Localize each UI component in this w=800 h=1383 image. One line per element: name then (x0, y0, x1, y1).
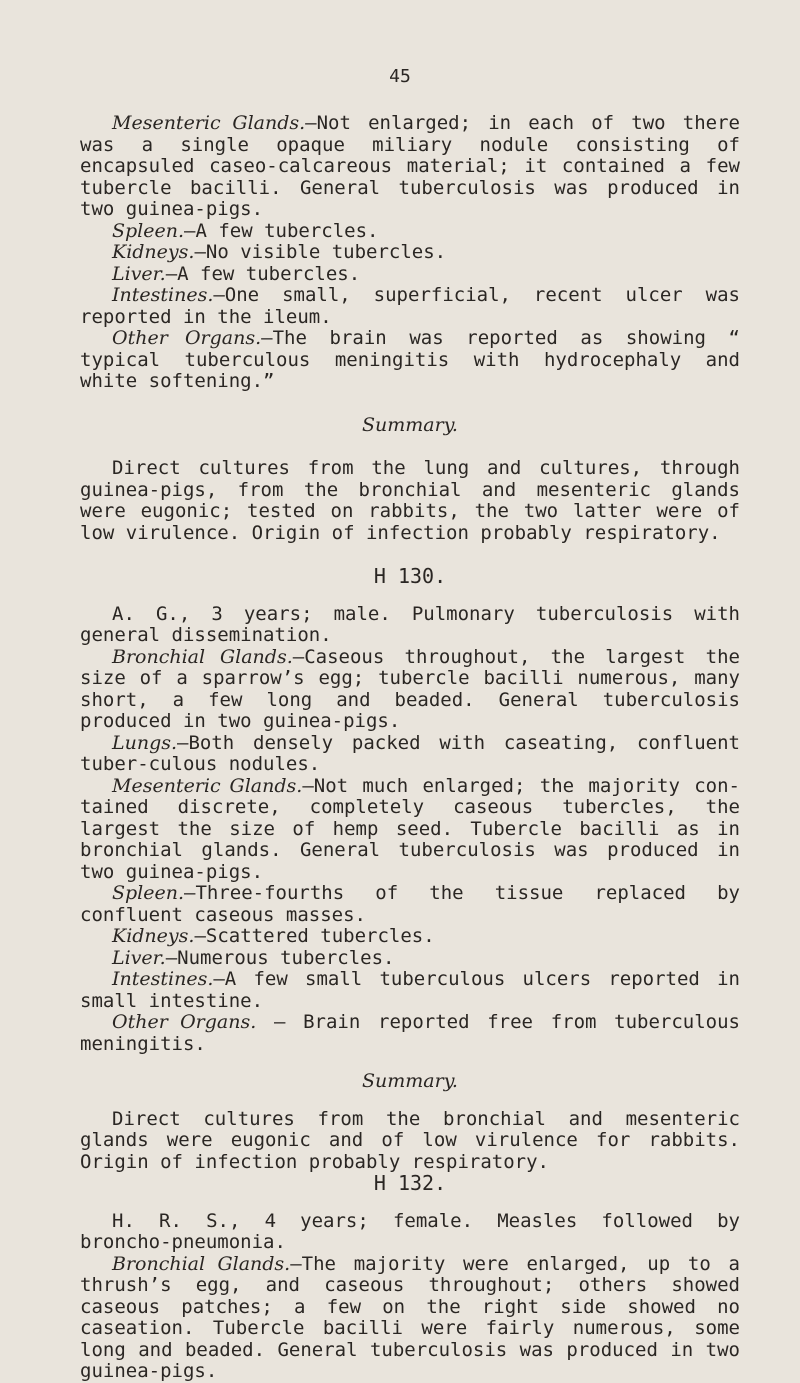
case-intro: A. G., 3 years; male. Pulmonary tuberculosis with general dissemination. (80, 602, 740, 646)
organ-heading: Kidneys. (112, 241, 195, 263)
organ-entry (80, 776, 740, 884)
case-title: H 130. (373, 564, 447, 588)
organ-heading: Mesenteric Glands. (112, 112, 306, 134)
organ-text: —Caseous throughout, the largest the size of a sparrow’s egg; tubercle bacilli numerous, many short, a few long and beaded. General tuberculosis produced in two guinea-pigs. (80, 645, 740, 732)
organ-entry (80, 285, 740, 328)
organ-heading: Bronchial Glands. (112, 1252, 291, 1275)
organ-entry (80, 883, 740, 926)
organ-heading: Spleen. (112, 882, 185, 904)
organ-text: —A few small tuberculous ulcers reported in small intestine. (80, 968, 740, 1012)
organ-entry (80, 113, 740, 221)
organ-entry (80, 647, 740, 733)
organ-heading: Intestines. (112, 968, 214, 990)
summary-heading: Summary. (362, 413, 458, 436)
organ-text: —Scattered tubercles. (194, 925, 435, 947)
summary-heading: Summary. (362, 1070, 458, 1092)
organ-heading: Intestines. (112, 284, 214, 306)
case-title: H 132. (373, 1171, 447, 1195)
summary-text: Direct cultures from the lung and cultures, through guinea-pigs, from the bronchial and mesenteric glands were eugonic; tested on rabbits, the two latter were of low virulence. Origin of infection probably respiratory. (80, 457, 740, 544)
organ-heading: Liver. (112, 262, 166, 285)
organ-text: —Three-fourths of the tissue replaced by confluent caseous masses. (80, 882, 740, 926)
organ-entry (80, 948, 740, 970)
case-intro: H. R. S., 4 years; female. Measles followed by broncho-pneumonia. (80, 1209, 740, 1253)
organ-entry (80, 1254, 740, 1383)
organ-heading: Lungs. (112, 731, 178, 754)
organ-text: —A few tubercles. (165, 262, 361, 285)
organ-text: —Both densely packed with caseating, confluent tuber-culous nodules. (80, 731, 740, 775)
organ-entry (80, 926, 740, 948)
organ-heading: Liver. (112, 946, 166, 969)
organ-text: —The majority were enlarged, up to a thrush’s egg, and caseous throughout; others showed caseous patches; a few on the right side showed no caseation. Tubercle bacilli were fairly numerous, some long and beaded. General tuberculosis was produced in two guinea-pigs. (80, 1252, 740, 1382)
organ-text: —No visible tubercles. (194, 241, 447, 263)
organ-text: —Numerous tubercles. (165, 946, 395, 969)
organ-text: — Brain reported free from tuberculous meningitis. (80, 1011, 740, 1055)
organ-heading: Kidneys. (112, 925, 195, 947)
organ-heading: Spleen. (112, 219, 185, 242)
organ-entry (80, 328, 740, 393)
organ-entry (80, 969, 740, 1012)
body-text (80, 113, 740, 1383)
organ-list-h128 (80, 113, 740, 393)
organ-entry (80, 1012, 740, 1055)
summary-text: Direct cultures from the bronchial and mesenteric glands were eugonic and of low virulence for rabbits. Origin of infection probably respiratory. (80, 1107, 740, 1173)
organ-text: —The brain was reported as showing “ typical tuberculous meningitis with hydrocephaly and white softening.” (80, 327, 740, 392)
organ-text: —One small, superficial, recent ulcer was reported in the ileum. (80, 284, 740, 328)
organ-entry (80, 221, 740, 243)
organ-entry (80, 264, 740, 286)
page-number: 45 (389, 66, 411, 87)
organ-entry (80, 733, 740, 776)
organ-text: —A few tubercles. (184, 219, 379, 242)
organ-heading: Other Organs. (112, 327, 262, 349)
organ-entry (80, 242, 740, 264)
organ-text: —Not enlarged; in each of two there was a single opaque miliary nodule consisting of encapsuled caseo-calcareous material; it contained a few tubercle bacilli. General tuberculosis was produced in two guinea-pigs. (80, 112, 740, 220)
organ-heading: Mesenteric Glands. (112, 774, 303, 797)
organ-heading: Bronchial Glands. (112, 645, 293, 668)
organ-heading: Other Organs. (112, 1011, 257, 1033)
organ-text: —Not much enlarged; the majority con-tained discrete, completely caseous tubercles, the largest the size of hemp seed. Tubercle bacilli as in bronchial glands. General tuberculosis was produced in two guinea-pigs. (80, 774, 740, 883)
